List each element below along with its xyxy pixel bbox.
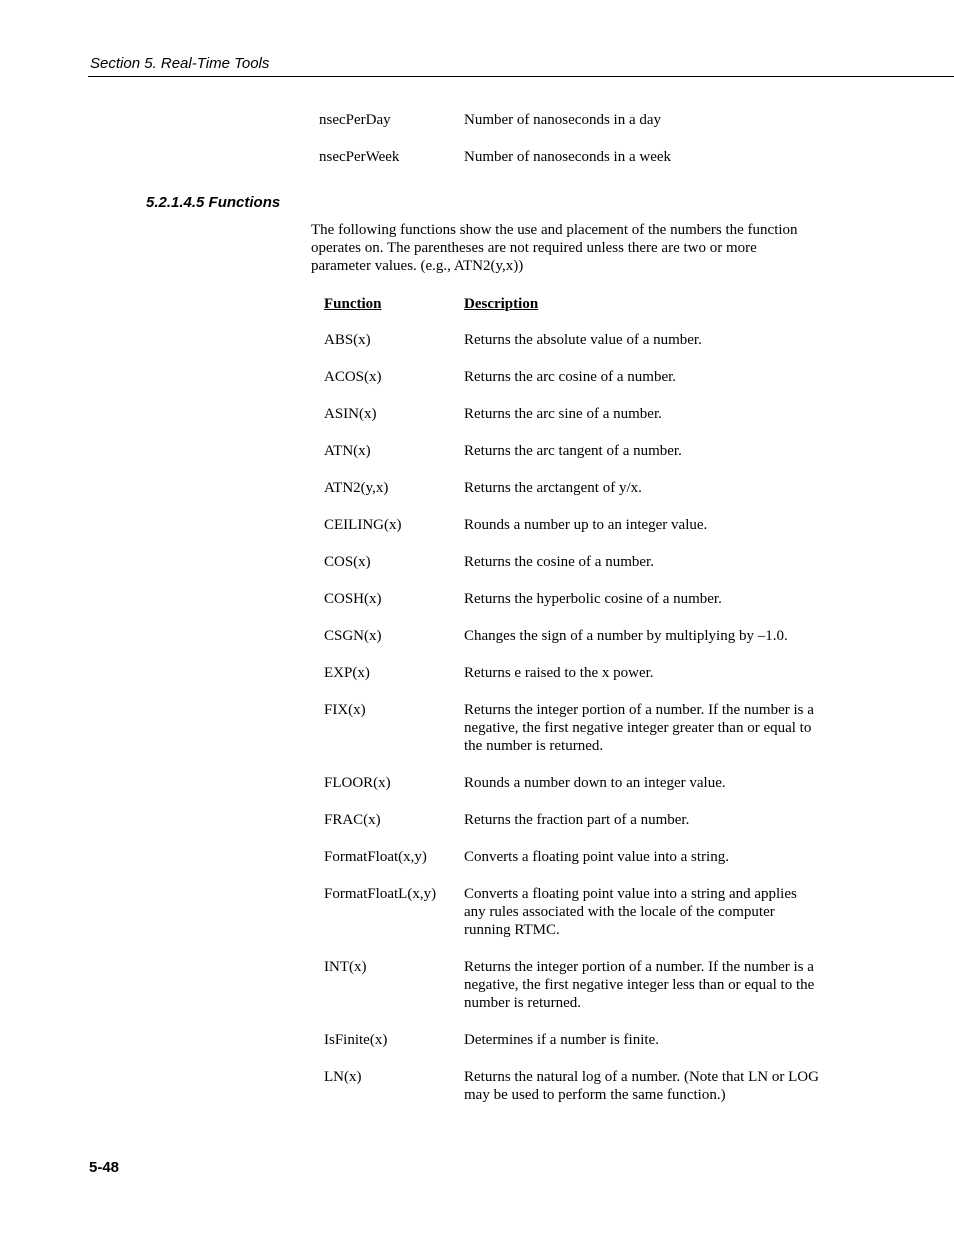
description-column-header: Description <box>464 296 539 312</box>
intro-paragraph: The following functions show the use and placement of the numbers the function operates on. The parentheses are not required unless there are two or more parameter values. (e.g., ATN2(y,x)) <box>311 222 798 274</box>
function-name: IsFinite(x) <box>324 1032 388 1048</box>
table-row <box>324 627 824 664</box>
constant-description: Number of nanoseconds in a day <box>464 112 662 128</box>
function-name: CEILING(x) <box>324 517 402 533</box>
function-description: Returns the arc sine of a number. <box>464 406 662 422</box>
function-description: Returns the hyperbolic cosine of a number. <box>464 591 722 607</box>
table-row <box>324 774 824 811</box>
table-row <box>324 479 824 516</box>
page-number: 5-48 <box>89 1159 120 1176</box>
function-description: Converts a floating point value into a string. <box>464 849 729 865</box>
function-description: Returns e raised to the x power. <box>464 665 654 681</box>
functions-table <box>324 295 824 1123</box>
table-row <box>324 553 824 590</box>
functions-table-header <box>324 295 824 331</box>
function-column-header: Function <box>324 296 382 312</box>
function-description: Rounds a number up to an integer value. <box>464 517 708 533</box>
table-row <box>324 516 824 553</box>
function-name: LN(x) <box>324 1069 362 1085</box>
function-description: Returns the arc cosine of a number. <box>464 369 677 385</box>
table-row <box>324 811 824 848</box>
function-description: Determines if a number is finite. <box>464 1032 659 1048</box>
function-description: Rounds a number down to an integer value. <box>464 775 726 791</box>
table-row <box>324 701 824 774</box>
function-name: FIX(x) <box>324 702 366 718</box>
function-name: COSH(x) <box>324 591 382 607</box>
function-description: Returns the fraction part of a number. <box>464 812 690 828</box>
function-name: CSGN(x) <box>324 628 382 644</box>
section-heading: 5.2.1.4.5 Functions <box>146 194 281 211</box>
function-description: Returns the absolute value of a number. <box>464 332 702 348</box>
function-description: Returns the natural log of a number. (Note that LN or LOG may be used to perform the same function.) <box>464 1069 819 1103</box>
function-description: Returns the integer portion of a number. If the number is a negative, the first negative integer less than or equal to the number is returned. <box>464 959 815 1011</box>
function-name: FormatFloat(x,y) <box>324 849 427 865</box>
table-row <box>324 1068 824 1123</box>
function-description: Returns the integer portion of a number. If the number is a negative, the first negative integer greater than or equal to the number is returned. <box>464 702 814 754</box>
table-row <box>324 590 824 627</box>
constant-name: nsecPerDay <box>319 112 391 128</box>
function-name: EXP(x) <box>324 665 370 681</box>
table-row <box>324 442 824 479</box>
table-row <box>324 664 824 701</box>
function-description: Returns the arc tangent of a number. <box>464 443 682 459</box>
constant-description: Number of nanoseconds in a week <box>464 149 672 165</box>
function-name: FLOOR(x) <box>324 775 391 791</box>
function-description: Returns the cosine of a number. <box>464 554 654 570</box>
function-name: COS(x) <box>324 554 371 570</box>
function-name: INT(x) <box>324 959 367 975</box>
table-row <box>324 885 824 958</box>
function-description: Changes the sign of a number by multiplying by –1.0. <box>464 628 788 644</box>
function-name: ASIN(x) <box>324 406 377 422</box>
table-row <box>324 331 824 368</box>
function-name: FRAC(x) <box>324 812 381 828</box>
table-row <box>324 848 824 885</box>
table-row <box>324 405 824 442</box>
function-name: ATN(x) <box>324 443 371 459</box>
function-description: Converts a floating point value into a string and applies any rules associated with the locale of the computer running RTMC. <box>464 886 797 938</box>
running-header: Section 5. Real-Time Tools <box>90 55 270 72</box>
table-row <box>324 958 824 1031</box>
table-row <box>324 368 824 405</box>
constant-name: nsecPerWeek <box>319 149 400 165</box>
header-rule <box>88 76 954 77</box>
function-name: ABS(x) <box>324 332 371 348</box>
function-description: Returns the arctangent of y/x. <box>464 480 642 496</box>
function-name: ATN2(y,x) <box>324 480 389 496</box>
function-name: ACOS(x) <box>324 369 382 385</box>
table-row <box>324 1031 824 1068</box>
function-name: FormatFloatL(x,y) <box>324 886 437 902</box>
